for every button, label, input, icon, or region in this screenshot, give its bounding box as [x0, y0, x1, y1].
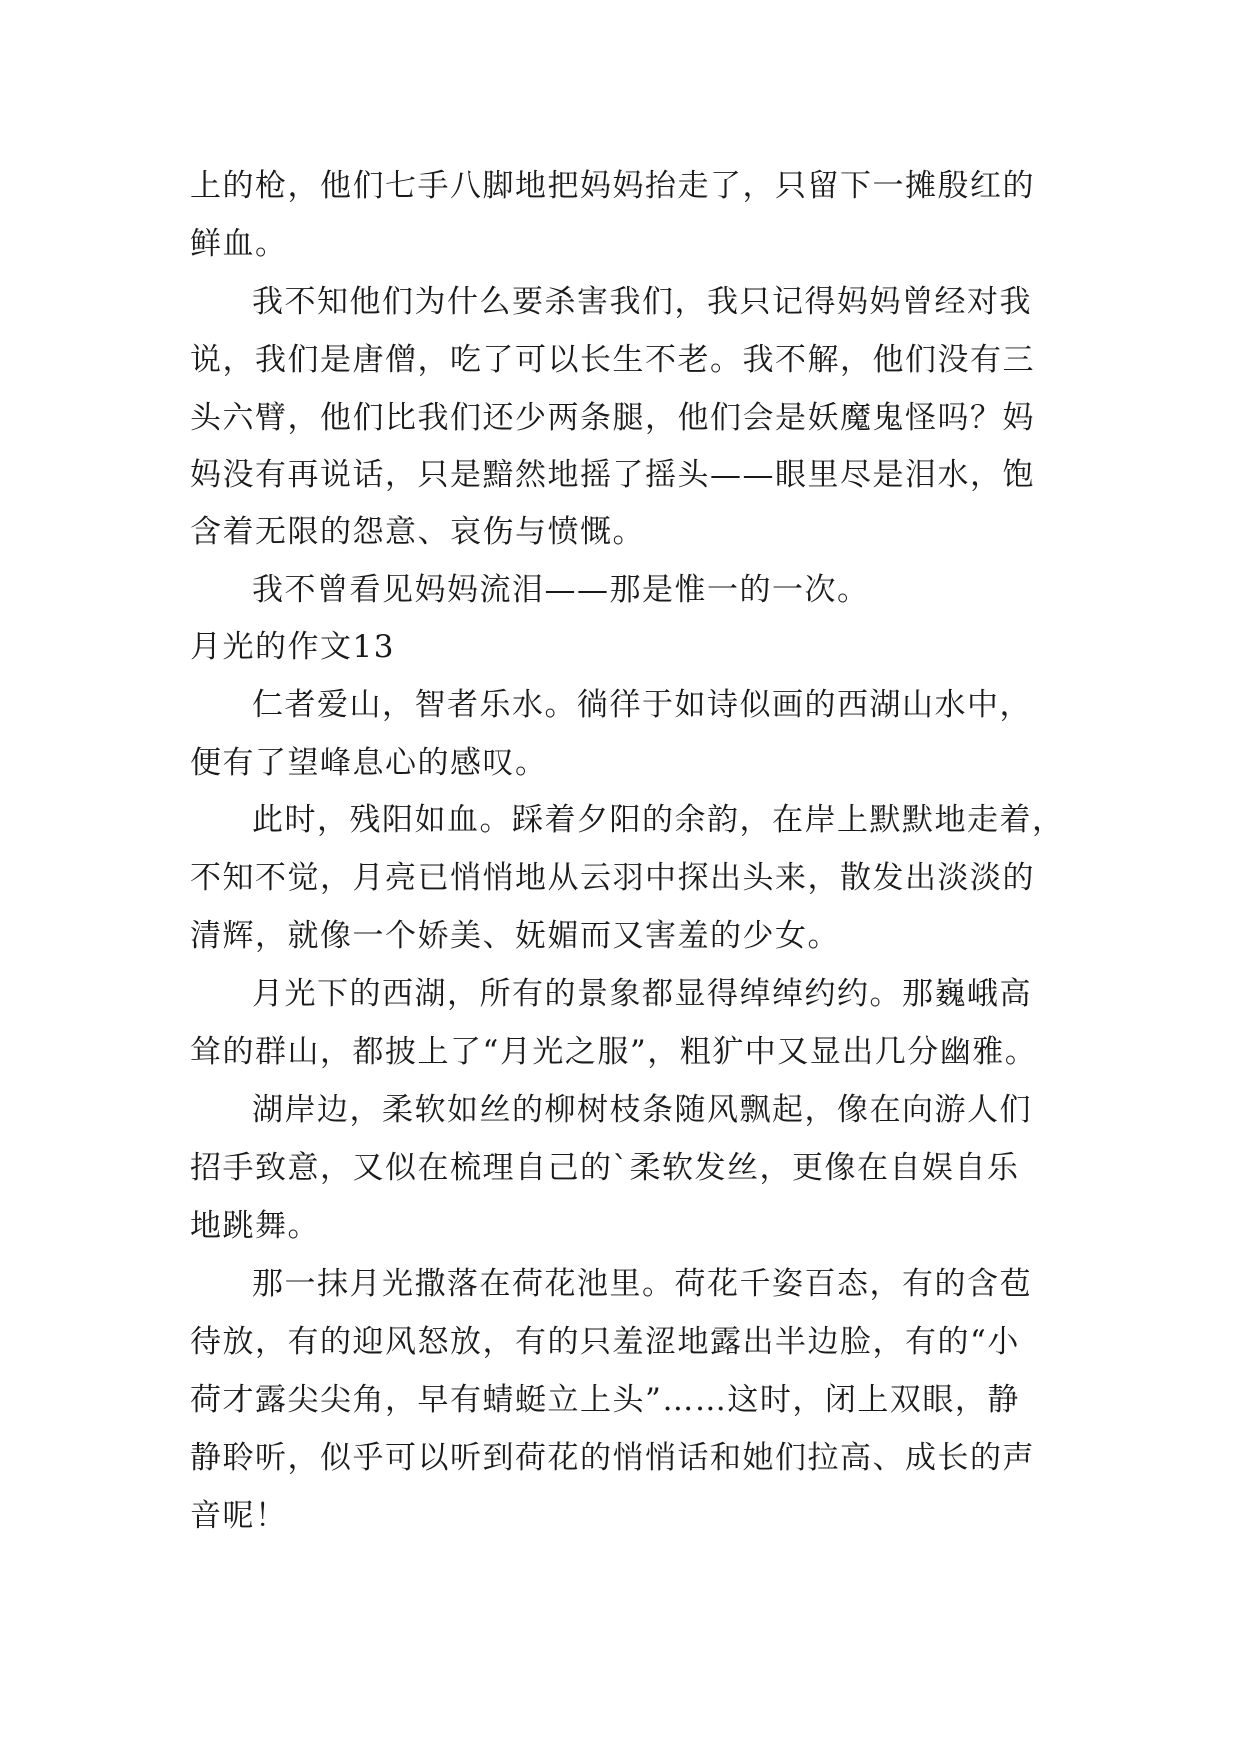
paragraph-start-line: 我不知他们为什么要杀害我们，我只记得妈妈曾经对我 — [252, 284, 1032, 320]
text-line: 清辉，就像一个娇美、妩媚而又害羞的少女。 — [190, 918, 840, 954]
text-line: 含着无限的怨意、哀伤与愤慨。 — [190, 514, 645, 550]
text-line: 耸的群山，都披上了“月光之服”，粗犷中又显出几分幽雅。 — [190, 1034, 1038, 1070]
paragraph-start-line: 那一抹月光撒落在荷花池里。荷花千姿百态，有的含苞 — [252, 1266, 1032, 1302]
paragraph-start-line: 月光下的西湖，所有的景象都显得绰绰约约。那巍峨高 — [252, 976, 1032, 1012]
text-line: 音呢！ — [190, 1498, 288, 1534]
text-line: 荷才露尖尖角，早有蜻蜓立上头”……这时，闭上双眼，静 — [190, 1382, 1020, 1418]
text-line: 便有了望峰息心的感叹。 — [190, 745, 548, 781]
text-line: 说，我们是唐僧，吃了可以长生不老。我不解，他们没有三 — [190, 342, 1035, 378]
text-line: 不知不觉，月亮已悄悄地从云羽中探出头来，散发出淡淡的 — [190, 860, 1035, 896]
text-line: 招手致意，又似在梳理自己的`柔软发丝，更像在自娱自乐 — [190, 1150, 1020, 1186]
text-line: 待放，有的迎风怒放，有的只羞涩地露出半边脸，有的“小 — [190, 1324, 1020, 1360]
text-line: 头六臂，他们比我们还少两条腿，他们会是妖魔鬼怪吗？妈 — [190, 400, 1035, 436]
paragraph-start-line: 此时，残阳如血。踩着夕阳的余韵，在岸上默默地走着， — [252, 802, 1065, 838]
text-line: 妈没有再说话，只是黯然地摇了摇头——眼里尽是泪水，饱 — [190, 457, 1035, 493]
text-line: 地跳舞。 — [190, 1208, 320, 1244]
essay-heading: 月光的作文13 — [190, 629, 395, 665]
text-line: 上的枪，他们七手八脚地把妈妈抬走了，只留下一摊殷红的 — [190, 168, 1035, 204]
paragraph-start-line: 湖岸边，柔软如丝的柳树枝条随风飘起，像在向游人们 — [252, 1092, 1032, 1128]
paragraph-start-line: 我不曾看见妈妈流泪——那是惟一的一次。 — [252, 572, 870, 608]
text-line: 静聆听，似乎可以听到荷花的悄悄话和她们拉高、成长的声 — [190, 1440, 1035, 1476]
paragraph-start-line: 仁者爱山，智者乐水。徜徉于如诗似画的西湖山水中， — [252, 687, 1032, 723]
text-line: 鲜血。 — [190, 226, 288, 262]
